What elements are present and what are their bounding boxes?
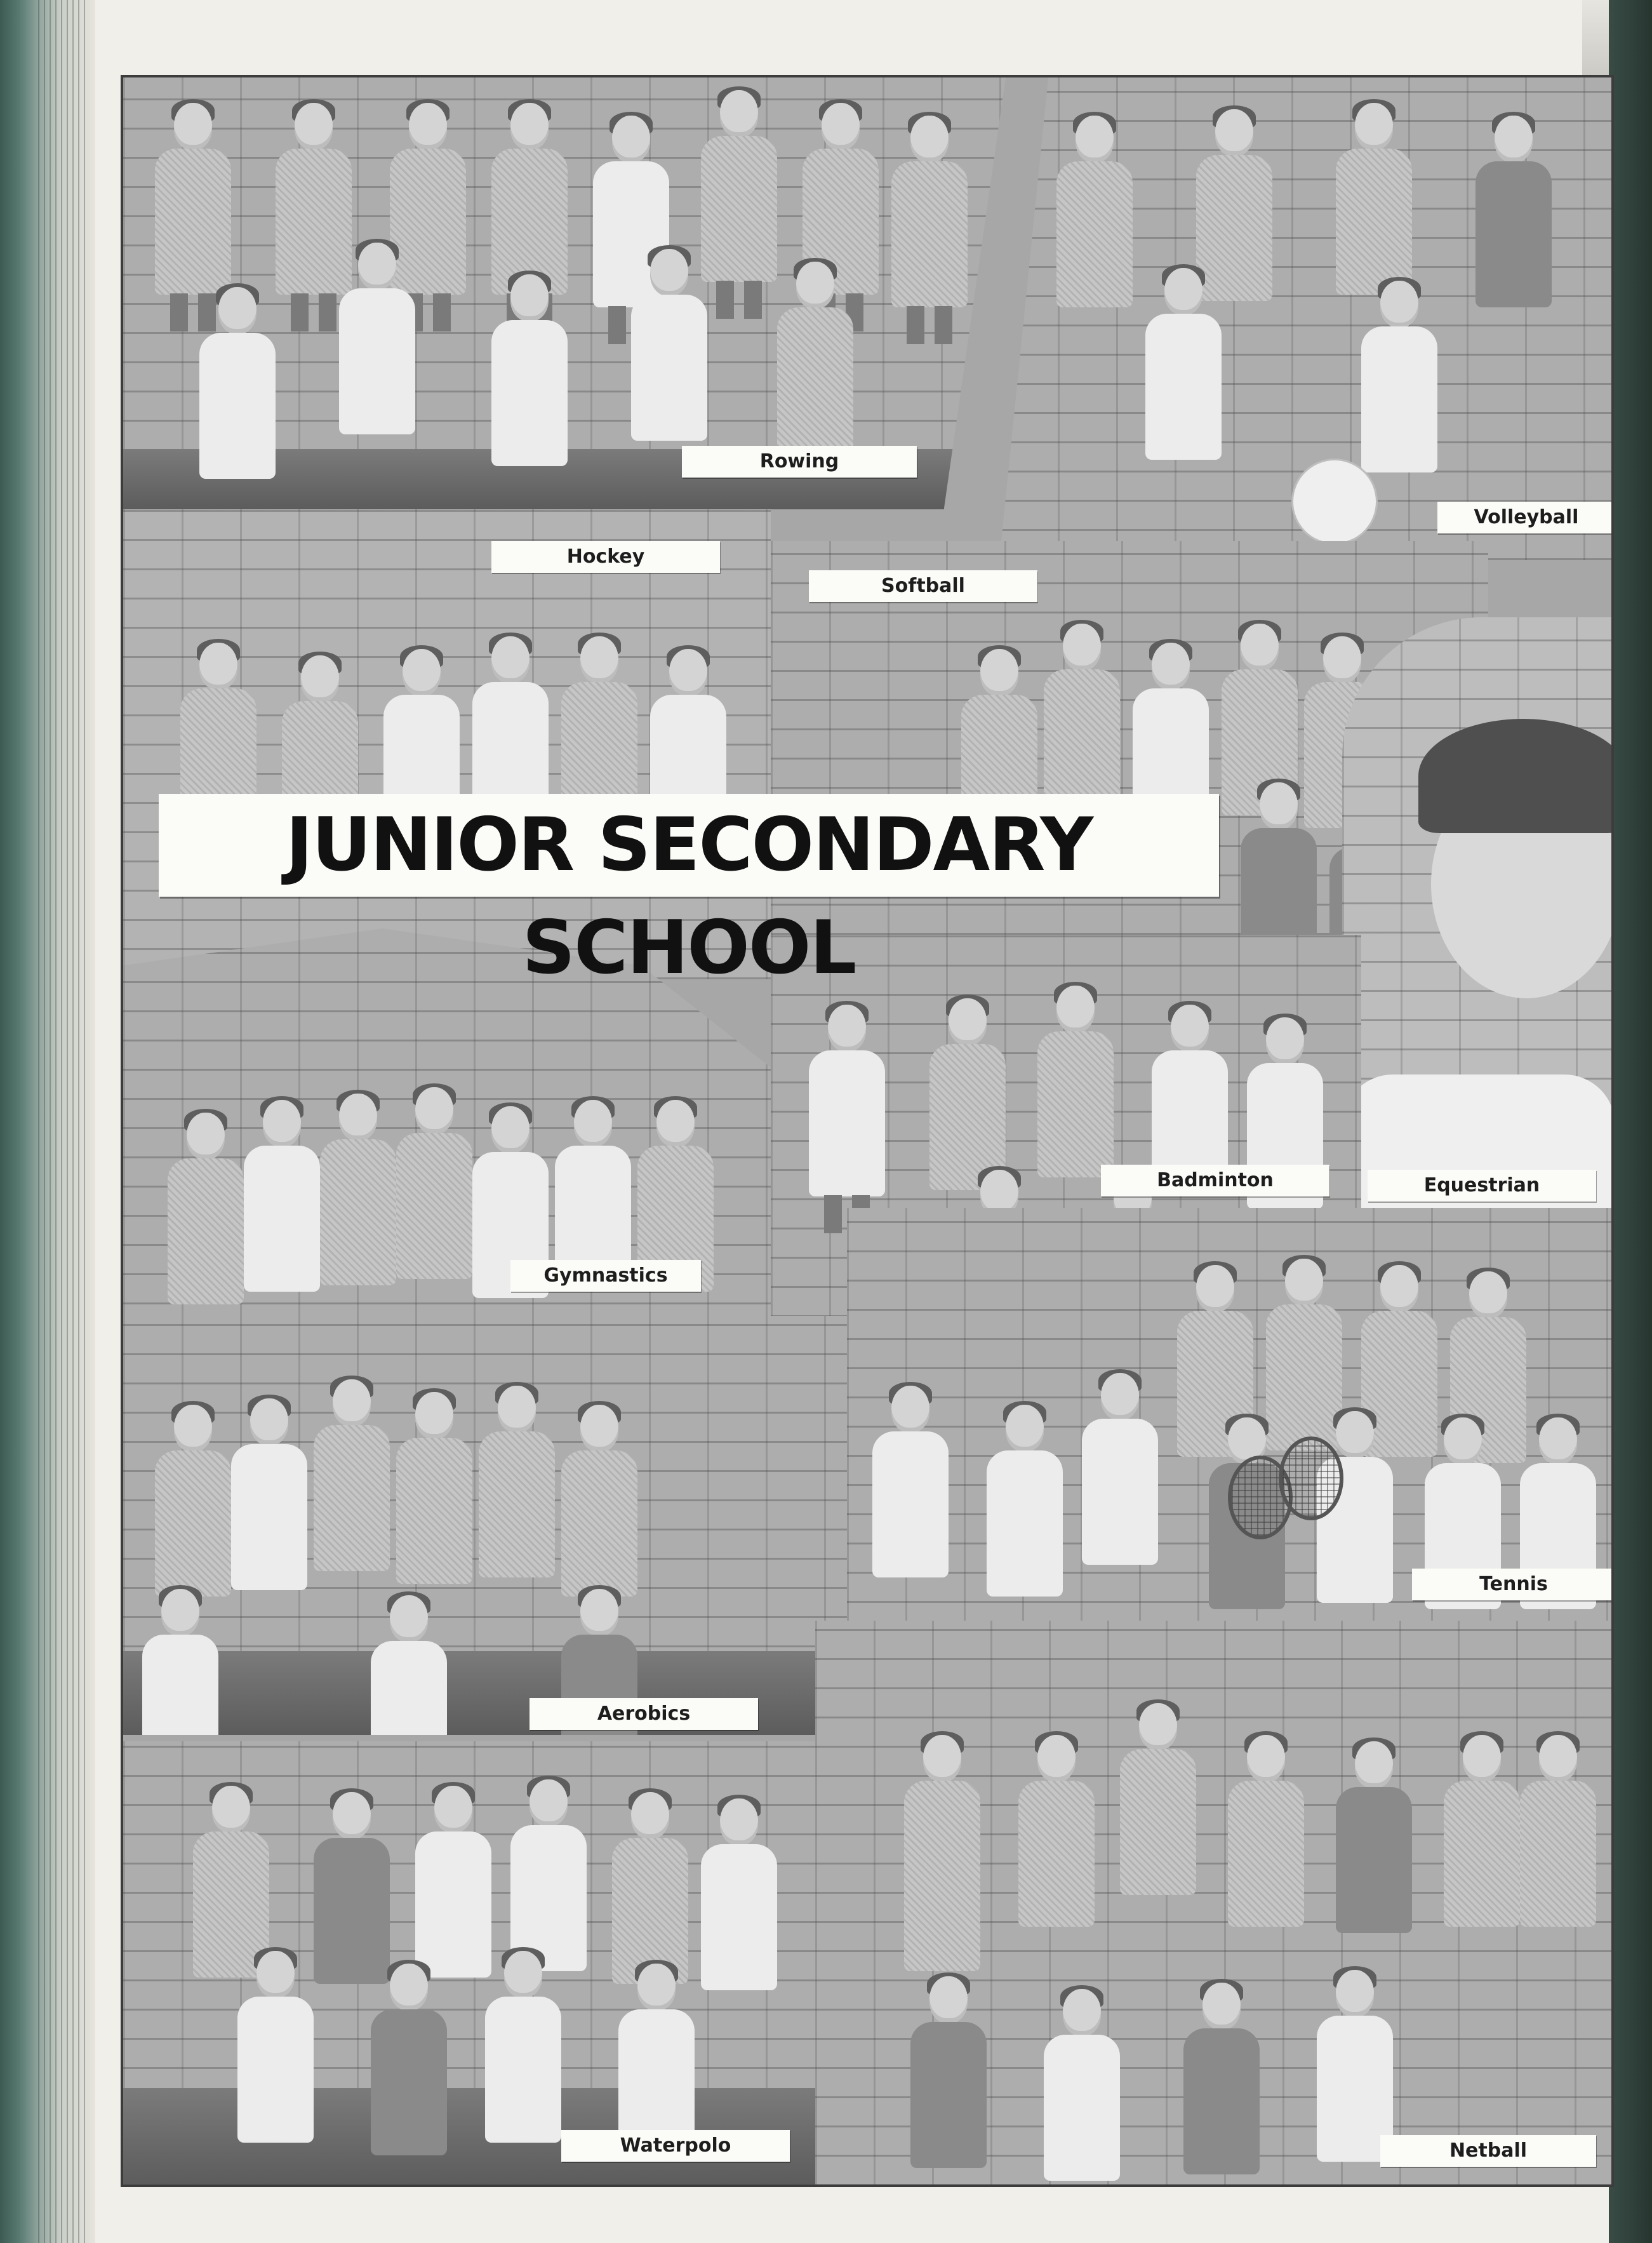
- aerobics-label: Aerobics: [530, 1698, 758, 1730]
- sports-photo-collage: [121, 75, 1614, 2187]
- equestrian-label: Equestrian: [1368, 1170, 1596, 1202]
- tennis-racquet: [1279, 1436, 1343, 1520]
- netball-photo: [815, 1621, 1614, 2186]
- rowing-label: Rowing: [682, 446, 917, 478]
- volleyball-photo: [999, 77, 1611, 560]
- page-stack-edges: [38, 0, 89, 2243]
- netball-label: Netball: [1380, 2135, 1596, 2167]
- page-title: JUNIOR SECONDARY SCHOOL: [159, 794, 1219, 897]
- volleyball-label: Volleyball: [1437, 502, 1614, 533]
- waterpolo-photo: [123, 1741, 841, 2186]
- gymnastics-label: Gymnastics: [510, 1260, 701, 1292]
- waterpolo-label: Waterpolo: [561, 2130, 790, 2162]
- tennis-photo: [847, 1208, 1614, 1691]
- rowing-photo: [123, 77, 1006, 509]
- volleyball-ball: [1291, 459, 1378, 545]
- aerobics-photo: [123, 1316, 847, 1735]
- badminton-label: Badminton: [1101, 1165, 1329, 1196]
- facing-page-edge: [1609, 0, 1652, 2243]
- tennis-label: Tennis: [1412, 1569, 1614, 1600]
- softball-label: Softball: [809, 570, 1037, 602]
- hockey-label: Hockey: [491, 541, 720, 573]
